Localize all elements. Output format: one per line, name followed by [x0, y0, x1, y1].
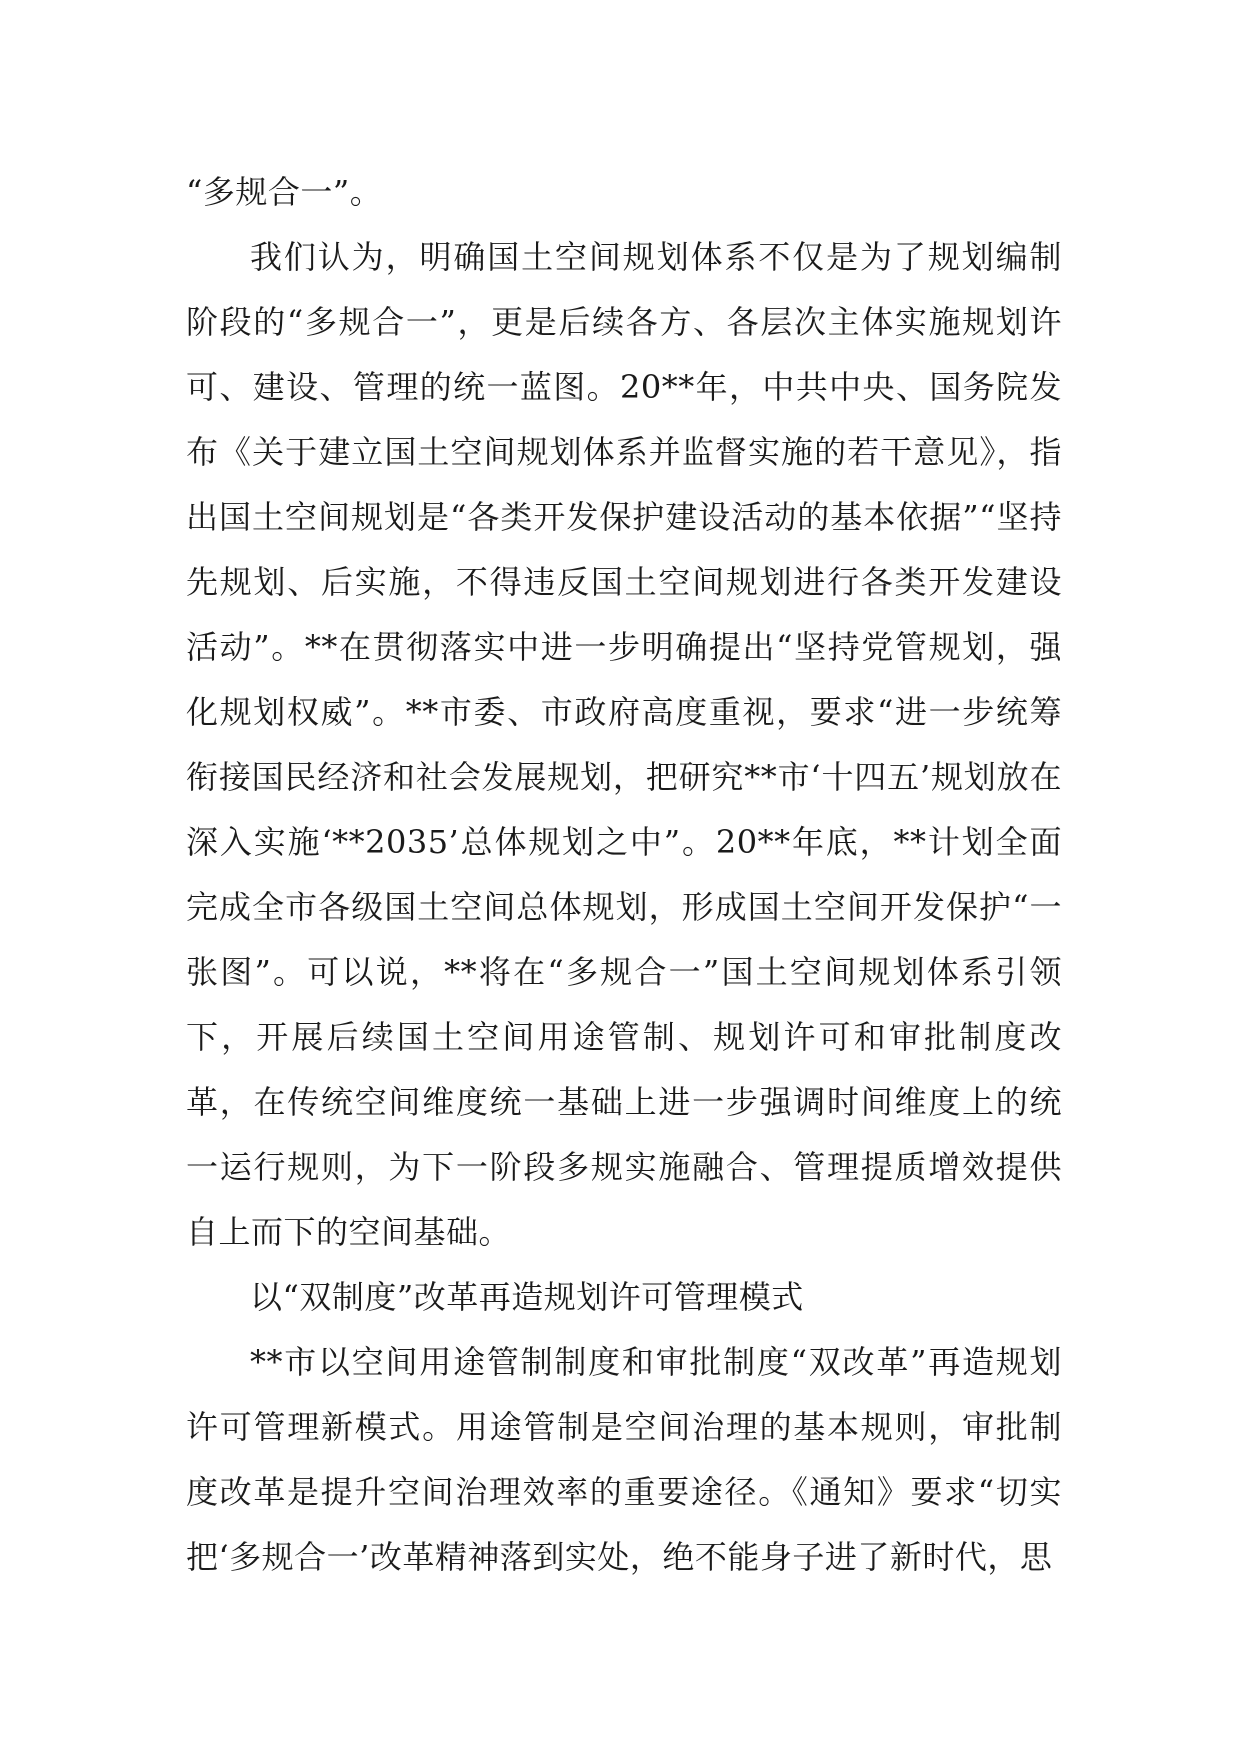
paragraph-continuation: “多规合一”。 [186, 173, 383, 211]
body-text [186, 160, 1062, 1590]
section-heading: 以“双制度”改革再造规划许可管理模式 [250, 1278, 804, 1316]
paragraph-dual-reform: **市以空间用途管制制度和审批制度“双改革”再造规划许可管理新模式。用途管制是空间治理的基本规则，审批制度改革是提升空间治理效率的重要途径。《通知》要求“切实把‘多规合一’改革精神落到实处，绝不能身子进了新时代，思 [186, 1343, 1062, 1576]
paragraph-planning-system: 我们认为，明确国土空间规划体系不仅是为了规划编制阶段的“多规合一”，更是后续各方、各层次主体实施规划许可、建设、管理的统一蓝图。20**年，中共中央、国务院发布《关于建立国土空间规划体系并监督实施的若干意见》，指出国土空间规划是“各类开发保护建设活动的基本依据”“坚持先规划、后实施，不得违反国土空间规划进行各类开发建设活动”。**在贯彻落实中进一步明确提出“坚持党管规划，强化规划权威”。**市委、市政府高度重视，要求“进一步统筹衔接国民经济和社会发展规划，把研究**市‘十四五’规划放在深入实施‘**2035’总体规划之中”。20**年底，**计划全面完成全市各级国土空间总体规划，形成国土空间开发保护“一张图”。可以说，**将在“多规合一”国土空间规划体系引领下，开展后续国土空间用途管制、规划许可和审批制度改革，在传统空间维度统一基础上进一步强调时间维度上的统一运行规则，为下一阶段多规实施融合、管理提质增效提供自上而下的空间基础。 [186, 238, 1062, 1251]
